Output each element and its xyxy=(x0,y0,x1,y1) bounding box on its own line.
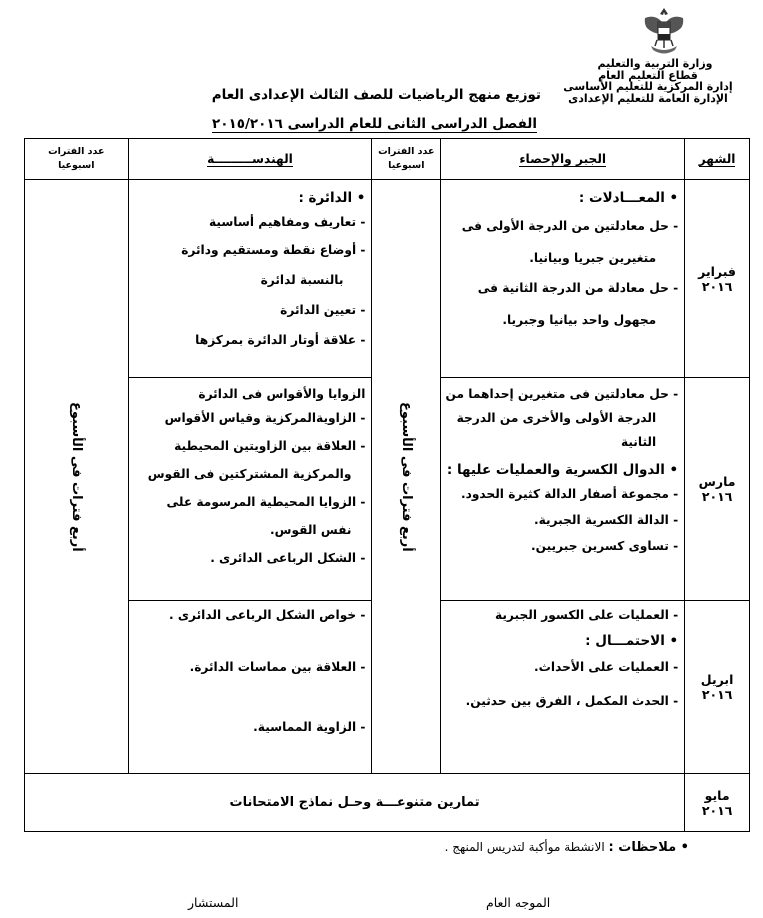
header-month: الشهر xyxy=(685,139,750,180)
list-item: - علاقة أوتار الدائرة بمركزها xyxy=(129,328,366,352)
periods-label: أربع فترات فى الأسبوع xyxy=(68,401,84,552)
list-item: - الزاوية المماسية. xyxy=(129,715,366,739)
list-item: متغيرين جبريا وبيانيا. xyxy=(529,251,657,265)
ministry-name: وزارة التربية والتعليم xyxy=(597,57,713,70)
notes-label: • ملاحظات : xyxy=(608,840,689,855)
sector-name: قطاع التعليم العام xyxy=(598,69,698,82)
month-february: فبراير ٢٠١٦ xyxy=(685,180,750,378)
list-item: - الزوايا المحيطية المرسومة على xyxy=(129,490,366,514)
list-item: - العلاقة بين الزاويتين المحيطية xyxy=(129,434,366,458)
list-item: - الدالة الكسرية الجبرية. xyxy=(441,508,678,532)
list-item: مجهول واحد بيانيا وجبريا. xyxy=(502,313,657,327)
list-item: والمركزية المشتركتين فى القوس xyxy=(147,467,352,481)
section-title: • المعـــادلات : xyxy=(578,190,679,206)
table-header-row xyxy=(25,139,750,180)
notes-text: الانشطة موأكبة لتدريس المنهج . xyxy=(444,840,605,854)
list-item: - تعيين الدائرة xyxy=(129,298,366,322)
header-periods-algebra: عدد الفترات اسبوعيا xyxy=(372,139,441,180)
periods-label: أربع فترات فى الأسبوع xyxy=(398,401,414,552)
header-periods-geometry: عدد الفترات اسبوعيا xyxy=(25,139,129,180)
month-may: مايو ٢٠١٦ xyxy=(685,774,750,832)
signature-advisor: المستشار xyxy=(188,895,239,910)
month-april: ابريل ٢٠١٦ xyxy=(685,601,750,774)
list-item: - تعاريف ومفاهيم أساسية xyxy=(129,210,366,234)
section-title: • الاحتمـــال : xyxy=(585,633,679,649)
list-item: نفس القوس. xyxy=(270,523,352,537)
curriculum-table xyxy=(24,138,750,832)
list-item: - الشكل الرباعى الدائرى . xyxy=(129,546,366,570)
list-item: - خواص الشكل الرباعى الدائرى . xyxy=(129,603,366,627)
general-admin-name: الإدارة العامة للتعليم الإعدادى xyxy=(568,92,728,105)
signature-supervisor: الموجه العام xyxy=(486,895,551,910)
egypt-eagle-emblem-icon xyxy=(641,4,687,58)
list-item: - تساوى كسرين جبريين. xyxy=(441,534,678,558)
algebra-cell-april xyxy=(441,601,685,774)
list-item: - الحدث المكمل ، الفرق بين حدثين. xyxy=(441,689,678,713)
section-title: • الدائرة : xyxy=(298,190,366,206)
geometry-cell-february xyxy=(128,180,372,378)
list-item: - الزاويةالمركزية وقياس الأقواس xyxy=(129,406,366,430)
list-item: - مجموعة أصفار الدالة كثيرة الحدود. xyxy=(441,482,678,506)
list-item: - العمليات على الأحداث. xyxy=(441,655,678,679)
list-item: الثانية xyxy=(620,435,657,449)
periods-geometry-cell xyxy=(25,180,129,774)
list-item: - العلاقة بين مماسات الدائرة. xyxy=(129,655,366,679)
periods-algebra-cell xyxy=(372,180,441,774)
list-item: - حل معادلتين من الدرجة الأولى فى xyxy=(441,214,678,238)
section-title: الزوايا والأقواس فى الدائرة xyxy=(198,387,366,401)
header-algebra: الجبر والإحصاء xyxy=(441,139,685,180)
section-title: • الدوال الكسرية والعمليات عليها : xyxy=(446,462,679,478)
algebra-cell-february xyxy=(441,180,685,378)
list-item: الدرجة الأولى والأخرى من الدرجة xyxy=(456,411,657,425)
table-row xyxy=(25,180,750,378)
geometry-cell-april xyxy=(128,601,372,774)
algebra-cell-march xyxy=(441,378,685,601)
table-row xyxy=(25,774,750,832)
geometry-cell-march xyxy=(128,378,372,601)
page-title: توزيع منهج الرياضيات للصف الثالث الإعدادى العام xyxy=(211,87,541,103)
page-subtitle: الفصل الدراسى الثانى للعام الدراسى ٢٠١٥/٢٠١٦ xyxy=(212,116,537,132)
list-item: - حل معادلة من الدرجة الثانية فى xyxy=(441,276,678,300)
list-item: - العمليات على الكسور الجبرية xyxy=(441,603,678,627)
list-item: - حل معادلتين فى متغيرين إحداهما من xyxy=(441,382,678,406)
list-item: بالنسبة لدائرة xyxy=(260,273,344,287)
header-geometry: الهندســـــــــة xyxy=(128,139,372,180)
central-admin-name: إدارة المركزية للتعليم الأساسى xyxy=(563,80,733,93)
may-content: تمارين متنوعـــة وحـل نماذج الامتحانات xyxy=(25,774,685,832)
month-march: مارس ٢٠١٦ xyxy=(685,378,750,601)
notes xyxy=(445,840,689,855)
list-item: - أوضاع نقطة ومستقيم ودائرة xyxy=(129,238,366,262)
